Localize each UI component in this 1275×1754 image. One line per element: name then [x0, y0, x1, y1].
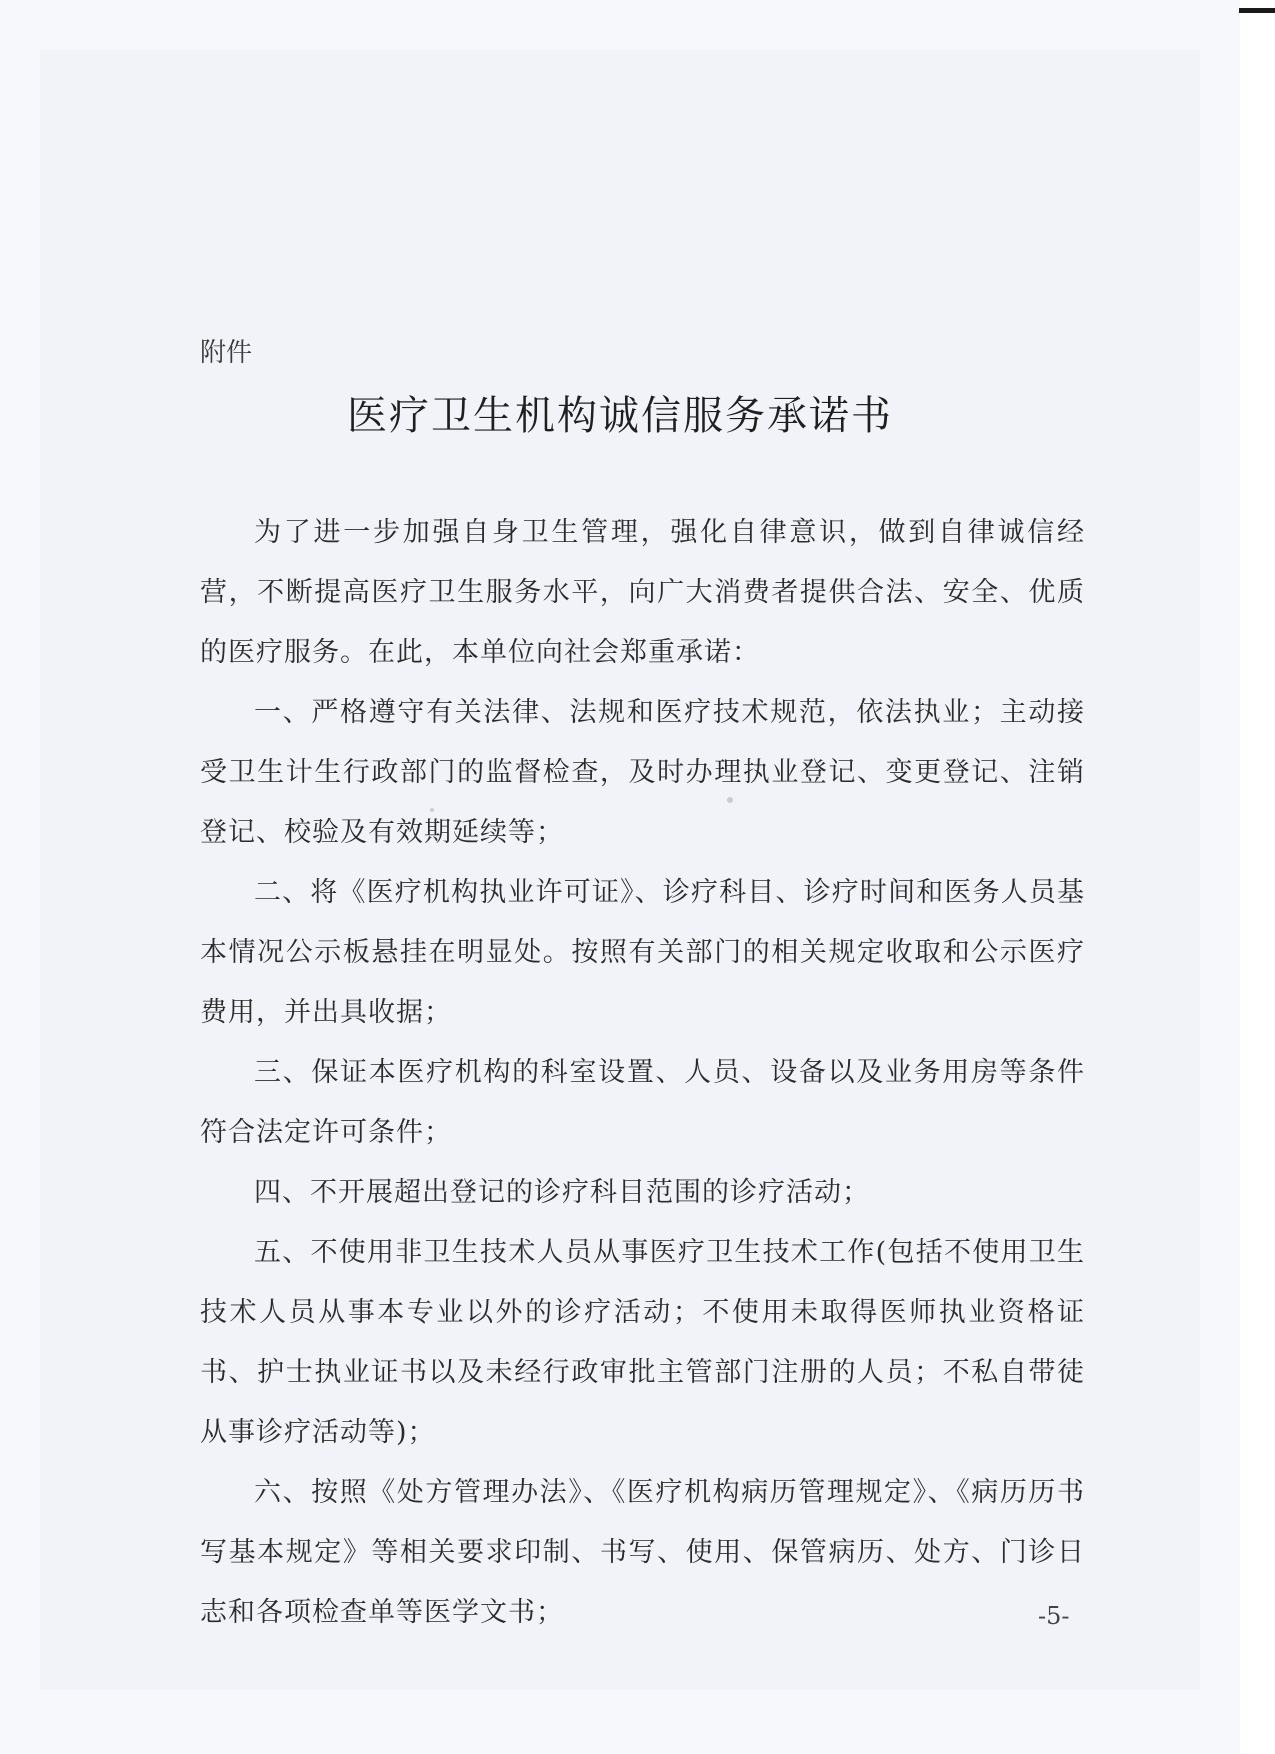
scan-speck [727, 797, 733, 803]
paragraph-item-4: 四、不开展超出登记的诊疗科目范围的诊疗活动； [254, 1177, 870, 1208]
document-title: 医疗卫生机构诚信服务承诺书 [347, 393, 893, 439]
paragraph-item-3: 三、保证本医疗机构的科室设置、人员、设备以及业务用房等条件符合法定许可条件； [200, 1057, 1085, 1148]
paragraph-item-6: 六、按照《处方管理办法》、《医疗机构病历管理规定》、《病历历书写基本规定》等相关要求印制、书写、使用、保管病历、处方、门诊日志和各项检查单等医学文书； [200, 1477, 1085, 1628]
attachment-label: 附件 [200, 338, 253, 368]
paragraph-item-1: 一、严格遵守有关法律、法规和医疗技术规范，依法执业；主动接受卫生计生行政部门的监督检查，及时办理执业登记、变更登记、注销登记、校验及有效期延续等； [200, 697, 1085, 848]
page-number: -5- [1038, 1602, 1070, 1630]
document-body [200, 503, 1085, 1643]
scan-speck [430, 808, 434, 812]
paragraph-item-2: 二、将《医疗机构执业许可证》、诊疗科目、诊疗时间和医务人员基本情况公示板悬挂在明显处。按照有关部门的相关规定收取和公示医疗费用，并出具收据； [200, 877, 1085, 1028]
paragraph-intro: 为了进一步加强自身卫生管理，强化自律意识，做到自律诚信经营，不断提高医疗卫生服务水平，向广大消费者提供合法、安全、优质的医疗服务。在此，本单位向社会郑重承诺： [200, 517, 1085, 668]
paragraph-item-5: 五、不使用非卫生技术人员从事医疗卫生技术工作(包括不使用卫生技术人员从事本专业以外的诊疗活动；不使用未取得医师执业资格证书、护士执业证书以及未经行政审批主管部门注册的人员；不私自带徒从事诊疗活动等)； [200, 1237, 1085, 1448]
scan-edge-mark [1239, 8, 1275, 13]
